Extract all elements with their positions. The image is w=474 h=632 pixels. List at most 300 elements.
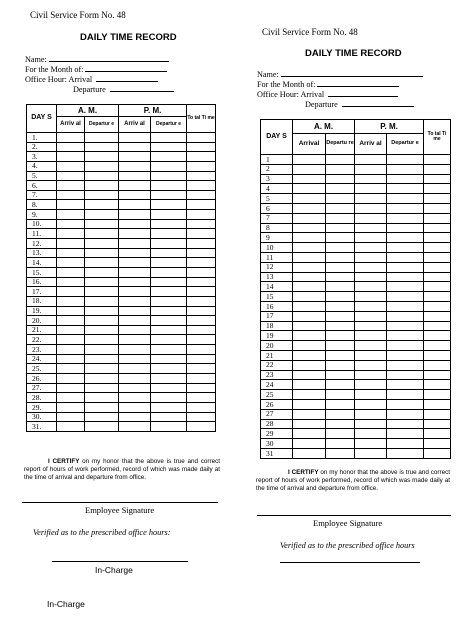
pm-departure-cell[interactable] (151, 364, 187, 374)
pm-departure-cell[interactable] (151, 219, 187, 229)
pm-departure-cell[interactable] (151, 296, 187, 306)
am-arrival-cell[interactable] (57, 219, 85, 229)
am-arrival-cell[interactable] (293, 164, 326, 174)
pm-departure-cell[interactable] (387, 262, 424, 272)
pm-departure-cell[interactable] (387, 194, 424, 204)
pm-arrival-cell[interactable] (119, 171, 151, 181)
total-time-cell[interactable] (424, 390, 451, 400)
am-departure-cell[interactable] (85, 287, 119, 297)
pm-arrival-cell[interactable] (355, 194, 387, 204)
pm-arrival-cell[interactable] (355, 439, 387, 449)
pm-departure-cell[interactable] (387, 360, 424, 370)
pm-arrival-cell[interactable] (119, 181, 151, 191)
pm-departure-cell[interactable] (387, 311, 424, 321)
am-departure-cell[interactable] (326, 174, 355, 184)
pm-arrival-cell[interactable] (119, 296, 151, 306)
am-arrival-cell[interactable] (293, 174, 326, 184)
am-departure-cell[interactable] (326, 301, 355, 311)
pm-arrival-cell[interactable] (355, 311, 387, 321)
total-time-cell[interactable] (424, 360, 451, 370)
total-time-cell[interactable] (187, 258, 216, 268)
pm-departure-cell[interactable] (151, 287, 187, 297)
am-arrival-cell[interactable] (57, 325, 85, 335)
pm-arrival-cell[interactable] (355, 360, 387, 370)
am-departure-cell[interactable] (85, 200, 119, 210)
am-arrival-cell[interactable] (293, 409, 326, 419)
total-time-cell[interactable] (187, 171, 216, 181)
pm-departure-cell[interactable] (151, 161, 187, 171)
month-field[interactable] (25, 65, 167, 74)
am-arrival-cell[interactable] (293, 399, 326, 409)
pm-arrival-cell[interactable] (119, 267, 151, 277)
am-arrival-cell[interactable] (57, 393, 85, 403)
pm-arrival-cell[interactable] (119, 239, 151, 249)
pm-arrival-cell[interactable] (355, 380, 387, 390)
pm-arrival-cell[interactable] (355, 252, 387, 262)
pm-arrival-cell[interactable] (119, 345, 151, 355)
am-arrival-cell[interactable] (57, 248, 85, 258)
pm-departure-cell[interactable] (387, 223, 424, 233)
pm-departure-cell[interactable] (387, 399, 424, 409)
am-arrival-cell[interactable] (293, 311, 326, 321)
am-arrival-cell[interactable] (293, 439, 326, 449)
am-arrival-cell[interactable] (293, 272, 326, 282)
am-arrival-cell[interactable] (57, 239, 85, 249)
total-time-cell[interactable] (424, 282, 451, 292)
name-field[interactable] (257, 70, 423, 79)
total-time-cell[interactable] (424, 399, 451, 409)
am-departure-cell[interactable] (326, 262, 355, 272)
month-field[interactable] (257, 80, 399, 89)
pm-departure-cell[interactable] (387, 164, 424, 174)
pm-arrival-cell[interactable] (119, 142, 151, 152)
am-departure-cell[interactable] (85, 335, 119, 345)
am-departure-cell[interactable] (326, 311, 355, 321)
pm-departure-cell[interactable] (151, 325, 187, 335)
am-departure-cell[interactable] (85, 316, 119, 326)
am-departure-cell[interactable] (85, 345, 119, 355)
total-time-cell[interactable] (187, 316, 216, 326)
am-departure-cell[interactable] (326, 439, 355, 449)
am-arrival-cell[interactable] (293, 292, 326, 302)
am-departure-cell[interactable] (85, 306, 119, 316)
am-departure-cell[interactable] (326, 350, 355, 360)
am-arrival-cell[interactable] (293, 194, 326, 204)
total-time-cell[interactable] (424, 321, 451, 331)
am-arrival-cell[interactable] (293, 380, 326, 390)
am-departure-cell[interactable] (85, 171, 119, 181)
pm-departure-cell[interactable] (151, 402, 187, 412)
am-departure-cell[interactable] (326, 331, 355, 341)
pm-arrival-cell[interactable] (355, 292, 387, 302)
pm-arrival-cell[interactable] (355, 429, 387, 439)
am-departure-cell[interactable] (326, 370, 355, 380)
pm-arrival-cell[interactable] (355, 243, 387, 253)
am-arrival-cell[interactable] (293, 448, 326, 458)
am-arrival-cell[interactable] (293, 223, 326, 233)
am-departure-cell[interactable] (326, 203, 355, 213)
pm-arrival-cell[interactable] (355, 448, 387, 458)
pm-departure-cell[interactable] (387, 380, 424, 390)
pm-departure-cell[interactable] (387, 272, 424, 282)
am-arrival-cell[interactable] (57, 190, 85, 200)
pm-departure-cell[interactable] (387, 390, 424, 400)
total-time-cell[interactable] (187, 287, 216, 297)
pm-arrival-cell[interactable] (355, 350, 387, 360)
pm-departure-cell[interactable] (387, 252, 424, 262)
total-time-cell[interactable] (424, 194, 451, 204)
total-time-cell[interactable] (424, 419, 451, 429)
total-time-cell[interactable] (424, 350, 451, 360)
total-time-cell[interactable] (187, 219, 216, 229)
total-time-cell[interactable] (187, 402, 216, 412)
am-departure-cell[interactable] (85, 354, 119, 364)
am-departure-cell[interactable] (326, 448, 355, 458)
am-departure-cell[interactable] (85, 412, 119, 422)
total-time-cell[interactable] (187, 267, 216, 277)
total-time-cell[interactable] (424, 223, 451, 233)
pm-arrival-cell[interactable] (119, 354, 151, 364)
total-time-cell[interactable] (187, 181, 216, 191)
pm-departure-cell[interactable] (387, 213, 424, 223)
am-arrival-cell[interactable] (57, 345, 85, 355)
total-time-cell[interactable] (187, 354, 216, 364)
total-time-cell[interactable] (424, 292, 451, 302)
total-time-cell[interactable] (424, 233, 451, 243)
am-departure-cell[interactable] (85, 248, 119, 258)
am-departure-cell[interactable] (326, 272, 355, 282)
am-arrival-cell[interactable] (57, 142, 85, 152)
pm-departure-cell[interactable] (387, 282, 424, 292)
pm-arrival-cell[interactable] (355, 390, 387, 400)
pm-departure-cell[interactable] (387, 233, 424, 243)
total-time-cell[interactable] (187, 142, 216, 152)
am-departure-cell[interactable] (326, 164, 355, 174)
am-departure-cell[interactable] (326, 390, 355, 400)
am-arrival-cell[interactable] (293, 321, 326, 331)
total-time-cell[interactable] (424, 439, 451, 449)
am-departure-cell[interactable] (326, 184, 355, 194)
pm-arrival-cell[interactable] (355, 419, 387, 429)
total-time-cell[interactable] (187, 200, 216, 210)
am-departure-cell[interactable] (326, 233, 355, 243)
pm-arrival-cell[interactable] (355, 282, 387, 292)
am-arrival-cell[interactable] (293, 213, 326, 223)
am-arrival-cell[interactable] (293, 350, 326, 360)
pm-departure-cell[interactable] (151, 335, 187, 345)
am-arrival-cell[interactable] (293, 262, 326, 272)
total-time-cell[interactable] (187, 296, 216, 306)
pm-departure-cell[interactable] (387, 184, 424, 194)
am-departure-cell[interactable] (85, 402, 119, 412)
pm-departure-cell[interactable] (151, 306, 187, 316)
pm-arrival-cell[interactable] (355, 174, 387, 184)
pm-departure-cell[interactable] (151, 142, 187, 152)
am-departure-cell[interactable] (85, 142, 119, 152)
am-departure-cell[interactable] (85, 383, 119, 393)
pm-arrival-cell[interactable] (355, 399, 387, 409)
total-time-cell[interactable] (187, 345, 216, 355)
am-arrival-cell[interactable] (293, 429, 326, 439)
am-arrival-cell[interactable] (57, 412, 85, 422)
total-time-cell[interactable] (424, 184, 451, 194)
pm-arrival-cell[interactable] (119, 152, 151, 162)
am-departure-cell[interactable] (85, 219, 119, 229)
am-arrival-cell[interactable] (293, 282, 326, 292)
am-arrival-cell[interactable] (57, 296, 85, 306)
total-time-cell[interactable] (187, 412, 216, 422)
pm-arrival-cell[interactable] (119, 422, 151, 432)
am-departure-cell[interactable] (85, 133, 119, 143)
am-arrival-cell[interactable] (57, 161, 85, 171)
total-time-cell[interactable] (187, 325, 216, 335)
pm-departure-cell[interactable] (151, 229, 187, 239)
pm-departure-cell[interactable] (387, 350, 424, 360)
total-time-cell[interactable] (424, 409, 451, 419)
total-time-cell[interactable] (424, 262, 451, 272)
am-arrival-cell[interactable] (57, 267, 85, 277)
pm-departure-cell[interactable] (151, 190, 187, 200)
am-departure-cell[interactable] (85, 258, 119, 268)
pm-arrival-cell[interactable] (119, 374, 151, 384)
am-arrival-cell[interactable] (57, 374, 85, 384)
am-arrival-cell[interactable] (57, 383, 85, 393)
pm-arrival-cell[interactable] (355, 262, 387, 272)
am-arrival-cell[interactable] (293, 155, 326, 165)
pm-arrival-cell[interactable] (119, 335, 151, 345)
pm-arrival-cell[interactable] (355, 164, 387, 174)
am-departure-cell[interactable] (85, 190, 119, 200)
pm-arrival-cell[interactable] (119, 325, 151, 335)
total-time-cell[interactable] (424, 164, 451, 174)
pm-arrival-cell[interactable] (355, 155, 387, 165)
arrival-field[interactable] (25, 75, 158, 84)
am-departure-cell[interactable] (326, 360, 355, 370)
pm-departure-cell[interactable] (387, 321, 424, 331)
total-time-cell[interactable] (424, 174, 451, 184)
pm-arrival-cell[interactable] (355, 341, 387, 351)
am-arrival-cell[interactable] (57, 354, 85, 364)
pm-arrival-cell[interactable] (119, 190, 151, 200)
total-time-cell[interactable] (187, 239, 216, 249)
am-arrival-cell[interactable] (293, 341, 326, 351)
pm-arrival-cell[interactable] (119, 200, 151, 210)
am-arrival-cell[interactable] (57, 133, 85, 143)
pm-departure-cell[interactable] (151, 181, 187, 191)
total-time-cell[interactable] (424, 203, 451, 213)
am-arrival-cell[interactable] (57, 287, 85, 297)
am-departure-cell[interactable] (85, 239, 119, 249)
am-arrival-cell[interactable] (57, 422, 85, 432)
total-time-cell[interactable] (424, 155, 451, 165)
pm-departure-cell[interactable] (387, 409, 424, 419)
am-arrival-cell[interactable] (57, 335, 85, 345)
pm-departure-cell[interactable] (387, 448, 424, 458)
pm-departure-cell[interactable] (151, 354, 187, 364)
am-departure-cell[interactable] (326, 155, 355, 165)
pm-departure-cell[interactable] (151, 277, 187, 287)
pm-departure-cell[interactable] (151, 316, 187, 326)
total-time-cell[interactable] (187, 229, 216, 239)
pm-arrival-cell[interactable] (355, 321, 387, 331)
pm-departure-cell[interactable] (151, 152, 187, 162)
am-departure-cell[interactable] (85, 296, 119, 306)
am-departure-cell[interactable] (326, 282, 355, 292)
am-arrival-cell[interactable] (293, 252, 326, 262)
total-time-cell[interactable] (424, 301, 451, 311)
total-time-cell[interactable] (424, 331, 451, 341)
total-time-cell[interactable] (424, 429, 451, 439)
pm-arrival-cell[interactable] (355, 370, 387, 380)
total-time-cell[interactable] (424, 252, 451, 262)
pm-departure-cell[interactable] (387, 203, 424, 213)
am-departure-cell[interactable] (326, 419, 355, 429)
am-arrival-cell[interactable] (57, 229, 85, 239)
pm-departure-cell[interactable] (387, 174, 424, 184)
pm-arrival-cell[interactable] (119, 229, 151, 239)
am-departure-cell[interactable] (85, 422, 119, 432)
am-departure-cell[interactable] (85, 210, 119, 220)
pm-departure-cell[interactable] (151, 374, 187, 384)
pm-arrival-cell[interactable] (355, 223, 387, 233)
pm-arrival-cell[interactable] (119, 412, 151, 422)
am-departure-cell[interactable] (85, 152, 119, 162)
pm-departure-cell[interactable] (151, 383, 187, 393)
am-departure-cell[interactable] (326, 321, 355, 331)
am-departure-cell[interactable] (326, 380, 355, 390)
am-departure-cell[interactable] (326, 409, 355, 419)
total-time-cell[interactable] (424, 311, 451, 321)
total-time-cell[interactable] (424, 272, 451, 282)
am-departure-cell[interactable] (326, 252, 355, 262)
total-time-cell[interactable] (424, 243, 451, 253)
pm-departure-cell[interactable] (151, 171, 187, 181)
total-time-cell[interactable] (187, 133, 216, 143)
am-departure-cell[interactable] (326, 292, 355, 302)
am-arrival-cell[interactable] (293, 331, 326, 341)
am-departure-cell[interactable] (85, 393, 119, 403)
name-field[interactable] (25, 55, 169, 64)
pm-departure-cell[interactable] (151, 248, 187, 258)
am-departure-cell[interactable] (85, 161, 119, 171)
total-time-cell[interactable] (187, 277, 216, 287)
pm-departure-cell[interactable] (387, 419, 424, 429)
am-arrival-cell[interactable] (57, 200, 85, 210)
am-departure-cell[interactable] (326, 194, 355, 204)
total-time-cell[interactable] (187, 306, 216, 316)
am-arrival-cell[interactable] (57, 258, 85, 268)
pm-departure-cell[interactable] (151, 393, 187, 403)
pm-arrival-cell[interactable] (119, 306, 151, 316)
total-time-cell[interactable] (187, 210, 216, 220)
am-arrival-cell[interactable] (293, 301, 326, 311)
pm-arrival-cell[interactable] (119, 133, 151, 143)
am-departure-cell[interactable] (85, 229, 119, 239)
pm-arrival-cell[interactable] (119, 219, 151, 229)
pm-arrival-cell[interactable] (119, 248, 151, 258)
pm-departure-cell[interactable] (151, 239, 187, 249)
total-time-cell[interactable] (424, 370, 451, 380)
am-arrival-cell[interactable] (57, 306, 85, 316)
departure-field[interactable] (305, 100, 414, 109)
am-departure-cell[interactable] (85, 277, 119, 287)
total-time-cell[interactable] (424, 341, 451, 351)
am-arrival-cell[interactable] (293, 233, 326, 243)
pm-arrival-cell[interactable] (355, 272, 387, 282)
pm-arrival-cell[interactable] (355, 233, 387, 243)
total-time-cell[interactable] (424, 448, 451, 458)
am-arrival-cell[interactable] (293, 184, 326, 194)
pm-arrival-cell[interactable] (355, 409, 387, 419)
total-time-cell[interactable] (424, 213, 451, 223)
arrival-field[interactable] (257, 90, 398, 99)
am-departure-cell[interactable] (85, 181, 119, 191)
pm-departure-cell[interactable] (151, 258, 187, 268)
pm-arrival-cell[interactable] (355, 213, 387, 223)
pm-departure-cell[interactable] (387, 301, 424, 311)
pm-arrival-cell[interactable] (355, 301, 387, 311)
departure-field[interactable] (73, 85, 174, 94)
am-arrival-cell[interactable] (57, 364, 85, 374)
am-departure-cell[interactable] (326, 399, 355, 409)
pm-departure-cell[interactable] (151, 210, 187, 220)
pm-departure-cell[interactable] (151, 267, 187, 277)
total-time-cell[interactable] (187, 190, 216, 200)
pm-departure-cell[interactable] (387, 370, 424, 380)
pm-departure-cell[interactable] (151, 200, 187, 210)
am-arrival-cell[interactable] (293, 419, 326, 429)
total-time-cell[interactable] (187, 152, 216, 162)
am-departure-cell[interactable] (85, 325, 119, 335)
pm-departure-cell[interactable] (151, 422, 187, 432)
pm-arrival-cell[interactable] (119, 287, 151, 297)
total-time-cell[interactable] (187, 161, 216, 171)
total-time-cell[interactable] (424, 380, 451, 390)
pm-arrival-cell[interactable] (119, 277, 151, 287)
am-departure-cell[interactable] (326, 429, 355, 439)
total-time-cell[interactable] (187, 248, 216, 258)
am-departure-cell[interactable] (326, 243, 355, 253)
am-departure-cell[interactable] (326, 223, 355, 233)
pm-arrival-cell[interactable] (119, 393, 151, 403)
pm-departure-cell[interactable] (387, 439, 424, 449)
total-time-cell[interactable] (187, 393, 216, 403)
pm-arrival-cell[interactable] (119, 383, 151, 393)
am-arrival-cell[interactable] (293, 390, 326, 400)
pm-arrival-cell[interactable] (355, 203, 387, 213)
am-arrival-cell[interactable] (57, 152, 85, 162)
total-time-cell[interactable] (187, 383, 216, 393)
pm-arrival-cell[interactable] (119, 402, 151, 412)
am-departure-cell[interactable] (85, 364, 119, 374)
am-arrival-cell[interactable] (57, 181, 85, 191)
pm-departure-cell[interactable] (387, 292, 424, 302)
pm-arrival-cell[interactable] (355, 331, 387, 341)
am-arrival-cell[interactable] (57, 402, 85, 412)
am-arrival-cell[interactable] (293, 360, 326, 370)
pm-departure-cell[interactable] (387, 155, 424, 165)
am-departure-cell[interactable] (85, 374, 119, 384)
total-time-cell[interactable] (187, 422, 216, 432)
am-departure-cell[interactable] (326, 341, 355, 351)
total-time-cell[interactable] (187, 335, 216, 345)
am-arrival-cell[interactable] (57, 210, 85, 220)
pm-arrival-cell[interactable] (119, 316, 151, 326)
am-arrival-cell[interactable] (293, 203, 326, 213)
total-time-cell[interactable] (187, 364, 216, 374)
am-arrival-cell[interactable] (293, 370, 326, 380)
am-arrival-cell[interactable] (293, 243, 326, 253)
